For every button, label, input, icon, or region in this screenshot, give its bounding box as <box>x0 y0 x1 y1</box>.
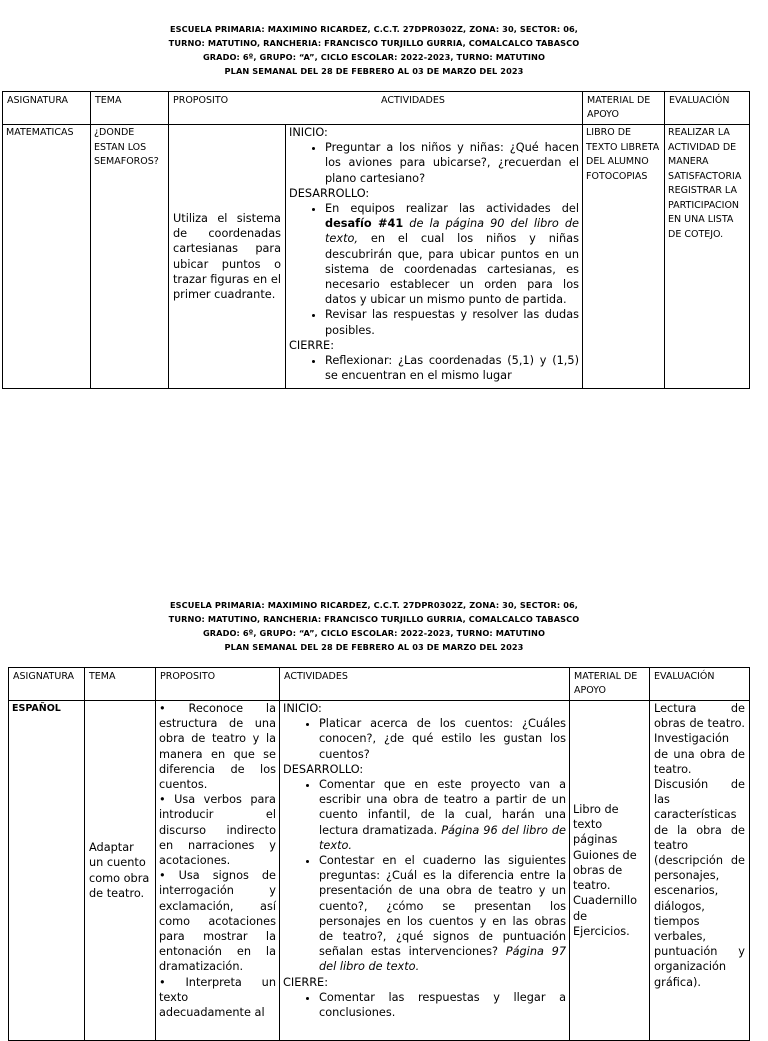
esp-tema: Adaptar un cuento como obra de teatro. <box>85 701 156 1041</box>
esp-cierre-list <box>283 990 566 1020</box>
plan-table-math <box>2 91 750 389</box>
math-desarrollo-list <box>289 201 579 338</box>
esp-des-2-ref: Página 97 del libro de texto. <box>319 945 567 974</box>
math-cierre-item: • Reflexionar: ¿Las coordenadas (5,1) y (1,5) se encuentran en el mismo lugar <box>325 353 579 383</box>
esp-inicio-item: • Platicar acerca de los cuentos: ¿Cuáles conocen?, ¿de qué estilo les gustan los cuentos? <box>319 716 566 762</box>
esp-desarrollo-label: DESARROLLO: <box>283 762 364 776</box>
esp-asignatura: ESPAÑOL <box>9 701 85 1041</box>
math-cierre-label: CIERRE: <box>289 338 334 352</box>
col-proposito-actividades <box>169 92 583 125</box>
header-line-4: PLAN SEMANAL DEL 28 DE FEBRERO AL 03 DE MARZO DEL 2023 <box>224 66 524 76</box>
math-evaluacion-text: REALIZAR LA ACTIVIDAD DE MANERA SATISFACTORIA REGISTRAR LA PARTICIPACION EN UNA LISTA DE COTEJO <box>668 127 742 240</box>
math-desarrollo-item-1 <box>325 201 579 307</box>
math-evaluacion <box>665 125 750 389</box>
math-des-desafio: desafío #41 <box>325 217 404 231</box>
esp-des-1-ref: Página 96 del libro de texto. <box>319 823 566 852</box>
esp-proposito-3: • Usa signos de interrogación y exclamación, así como acotaciones para mostrar la entonación en la dramatización. <box>159 869 276 974</box>
school-header-2 <box>0 598 748 654</box>
math-inicio-list <box>289 140 579 186</box>
header-line-4: PLAN SEMANAL DEL 28 DE FEBRERO AL 03 DE MARZO DEL 2023 <box>224 642 524 652</box>
col-proposito: PROPOSITO <box>156 668 280 701</box>
math-des-text-d: en el cual los niños y niñas descubrirán que, para ubicar puntos en un sistema de coordenadas cartesianas, es necesario establecer un orden para los datos y ubicar un mismo punto de partida. <box>325 232 579 307</box>
esp-inicio-label: INICIO: <box>283 702 322 715</box>
esp-des-1-text: Comentar que en este proyecto van a escribir una obra de teatro a partir de un cuento infantil, de la cual, harán una lectura dramatizada. <box>319 778 566 837</box>
school-header-1 <box>0 22 748 78</box>
col-material: MATERIAL DE APOYO <box>570 668 650 701</box>
header-line-3: GRADO: 6º, GRUPO: “A”, CICLO ESCOLAR: 2022-2023, TURNO: MATUTINO <box>202 628 546 638</box>
math-desarrollo-label: DESARROLLO: <box>289 186 370 200</box>
plan-table-espanol <box>8 667 750 1041</box>
math-tema: ¿DONDE ESTAN LOS SEMAFOROS? <box>91 125 169 389</box>
esp-inicio-list <box>283 716 566 762</box>
math-desarrollo-item-2: • Revisar las respuestas y resolver las dudas posibles. <box>325 307 579 337</box>
header-line-1: ESCUELA PRIMARIA: MAXIMINO RICARDEZ, C.C.T. 27DPR0302Z, ZONA: 30, SECTOR: 06, <box>169 600 579 610</box>
header-line-3: GRADO: 6º, GRUPO: “A”, CICLO ESCOLAR: 2022-2023, TURNO: MATUTINO <box>202 52 546 62</box>
math-des-page-ref: de la página 90 del libro de texto, <box>325 217 580 246</box>
header-line-2: TURNO: MATUTINO, RANCHERIA: FRANCISCO TURJILLO GURRIA, COMALCALCO TABASCO <box>168 614 580 624</box>
esp-proposito <box>156 701 280 1041</box>
col-tema: TEMA <box>91 92 169 125</box>
math-cierre-list <box>289 353 579 383</box>
header-line-1: ESCUELA PRIMARIA: MAXIMINO RICARDEZ, C.C.T. 27DPR0302Z, ZONA: 30, SECTOR: 06, <box>169 24 579 34</box>
col-asignatura: ASIGNATURA <box>3 92 91 125</box>
esp-desarrollo-item-1 <box>319 777 566 853</box>
math-inicio-label: INICIO: <box>289 126 328 139</box>
esp-desarrollo-list <box>283 777 566 975</box>
esp-proposito-1: • Reconoce la estructura de una obra de teatro y la manera en que se diferencia de los cuentos. <box>159 702 276 792</box>
math-inicio-item: • Preguntar a los niños y niñas: ¿Qué hacen los aviones para ubicarse?, ¿recuerdan el plano cartesiano? <box>325 140 579 186</box>
col-actividades: ACTIVIDADES <box>381 95 445 106</box>
math-material: LIBRO DE TEXTO LIBRETA DEL ALUMNO FOTOCOPIAS <box>583 125 665 389</box>
col-evaluacion: EVALUACIÓN <box>650 668 750 701</box>
esp-evaluacion: Lectura de obras de teatro. Investigación de una obra de teatro. Discusión de las características de la obra de teatro (descripción de personajes, escenarios, diálogos, tiempos verbales, puntuación y organización gráfica). <box>650 701 750 1041</box>
col-material: MATERIAL DE APOYO <box>583 92 665 125</box>
math-des-text-a: En equipos realizar las actividades del <box>325 202 579 216</box>
esp-material: Libro de texto páginas Guiones de obras de teatro. Cuadernillo de Ejercicios. <box>570 701 650 1041</box>
esp-cierre-item: • Comentar las respuestas y llegar a conclusiones. <box>319 990 566 1020</box>
col-tema: TEMA <box>85 668 156 701</box>
esp-des-2-text: Contestar en el cuaderno las siguientes preguntas: ¿Cuál es la diferencia entre la presentación de una obra de teatro y un cuento?, ¿cómo se presentan los personajes en los cuentos y en las obras de teatro?, ¿qué signos de puntuación señalan estas intervenciones? <box>319 854 566 959</box>
col-asignatura: ASIGNATURA <box>9 668 85 701</box>
col-proposito: PROPOSITO <box>173 95 229 106</box>
esp-cierre-label: CIERRE: <box>283 975 328 989</box>
math-asignatura: MATEMATICAS <box>3 125 91 389</box>
math-proposito: Utiliza el sistema de coordenadas cartesianas para ubicar puntos o trazar figuras en el primer cuadrante. <box>169 125 286 389</box>
math-evaluacion-period: . <box>720 228 724 240</box>
header-line-2: TURNO: MATUTINO, RANCHERIA: FRANCISCO TURJILLO GURRIA, COMALCALCO TABASCO <box>168 38 580 48</box>
esp-proposito-4: • Interpreta un texto adecuadamente al <box>159 975 276 1020</box>
esp-actividades <box>280 701 570 1041</box>
esp-desarrollo-item-2 <box>319 853 566 975</box>
esp-proposito-2: • Usa verbos para introducir el discurso indirecto en narraciones y acotaciones. <box>159 793 276 868</box>
math-actividades <box>286 125 583 389</box>
col-actividades: ACTIVIDADES <box>280 668 570 701</box>
col-evaluacion: EVALUACIÓN <box>665 92 750 125</box>
